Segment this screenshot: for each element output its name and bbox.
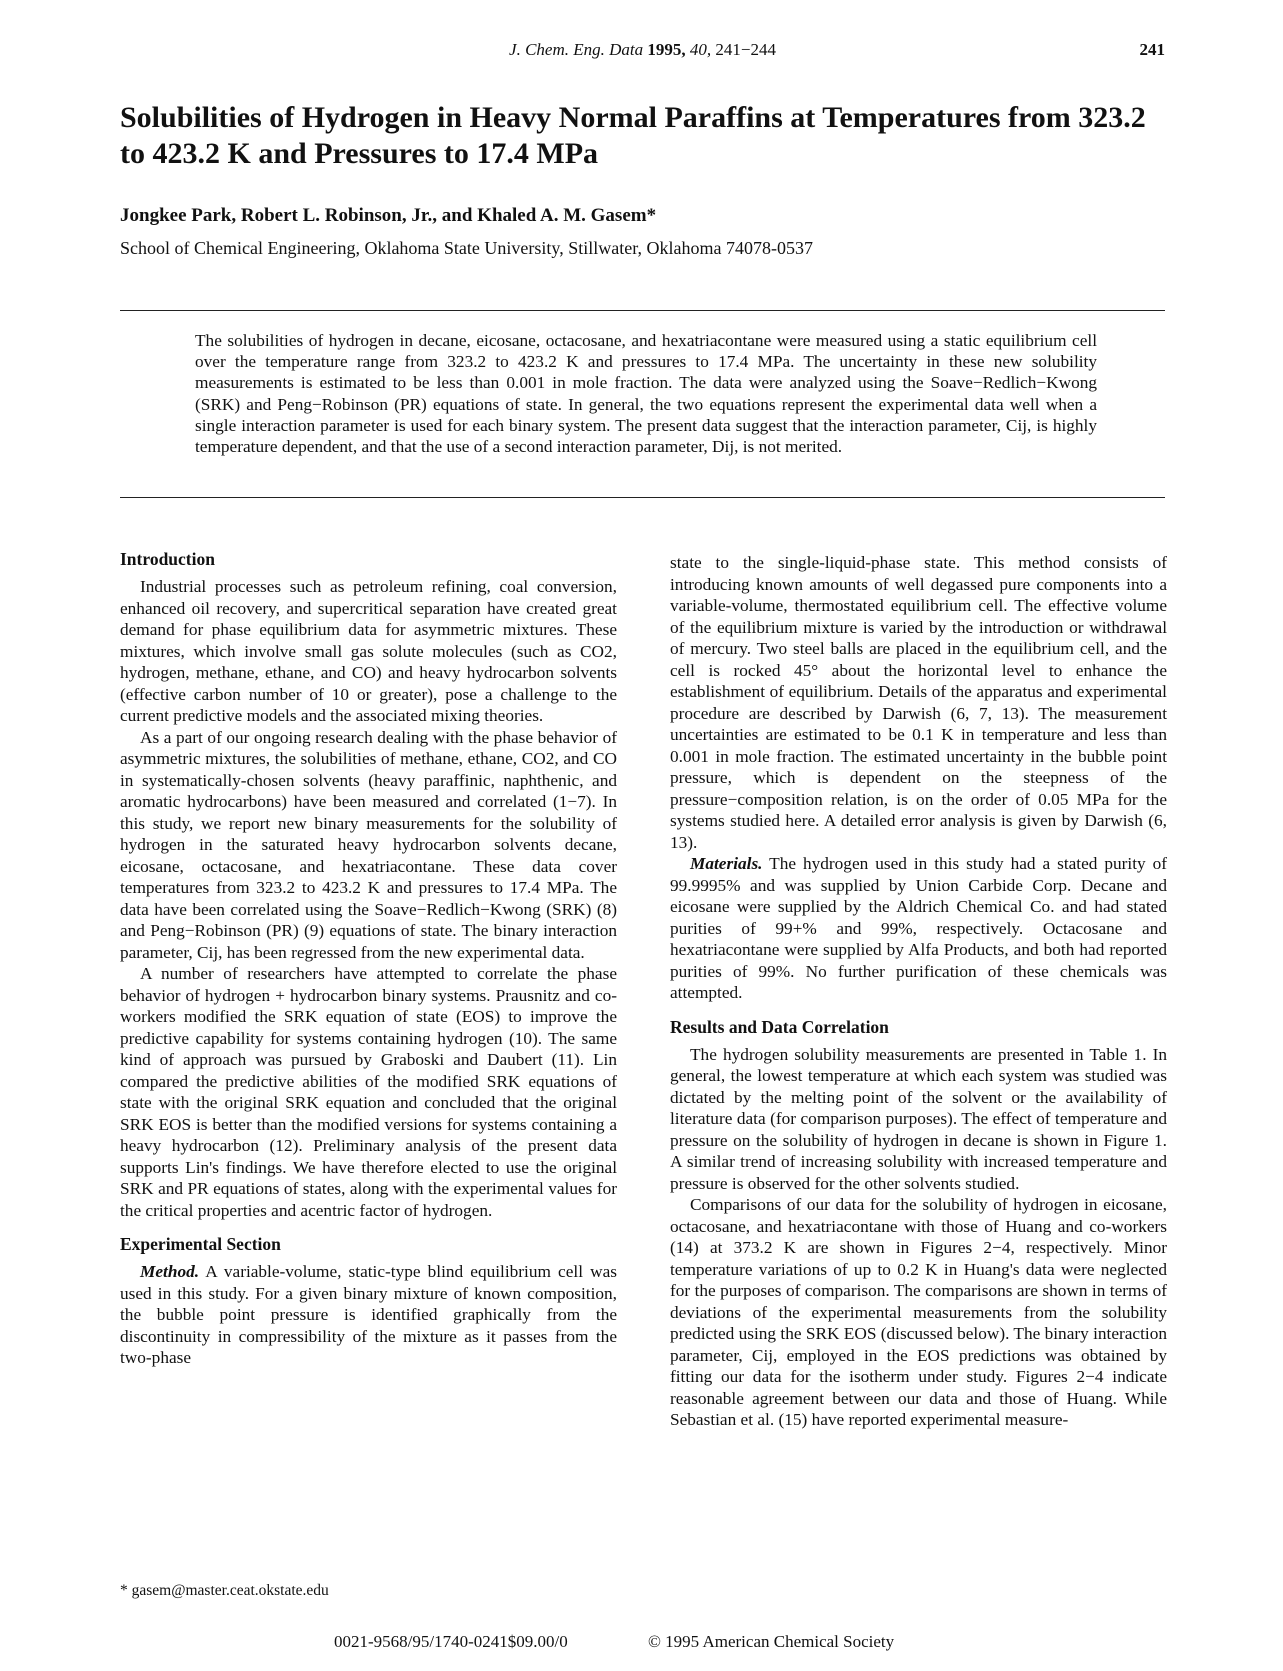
- section-heading-experimental: Experimental Section: [120, 1234, 281, 1254]
- corresponding-author-footnote: * gasem@master.ceat.okstate.edu: [120, 1582, 329, 1599]
- results-paragraph-1: The hydrogen solubility measurements are presented in Table 1. In general, the lowest temperature at which each system was studied was dictated by the melting point of the solvent or the availability of literature data (for comparison purposes). The effect of temperature and pressure on the solubility of hydrogen in decane is shown in Figure 1. A similar trend of increasing solubility with increased temperature and pressure is observed for the other solvents studied.: [670, 1044, 1167, 1193]
- method-paragraph: [120, 1261, 617, 1369]
- method-continued-paragraph: state to the single-liquid-phase state. This method consists of introducing known amounts of well degassed pure components into a variable-volume, thermostated equilibrium cell. The effective volume of the equilibrium mixture is varied by the introduction or withdrawal of mercury. Two steel balls are placed in the equilibrium cell, and the cell is rocked 45° about the horizontal level to enhance the establishment of equilibrium. Details of the apparatus and experimental procedure are described by Darwish (6, 7, 13). The measurement uncertainties are estimated to be 0.1 K in temperature and less than 0.001 in mole fraction. The estimated uncertainty in the bubble point pressure, which is dependent on the steepness of the pressure−composition relation, is on the order of 0.05 MPa for the systems studied here. A detailed error analysis is given by Darwish (6, 13).: [670, 553, 1167, 852]
- section-heading-introduction: Introduction: [120, 549, 215, 569]
- abstract-bottom-rule: [120, 497, 1165, 498]
- materials-text: The hydrogen used in this study had a stated purity of 99.9995% and was supplied by Union Carbide Corp. Decane and eicosane were supplied by the Aldrich Chemical Co. and had stated purities of 99+% and 99%, respectively. Octacosane and hexatriacontane were supplied by Alfa Products, and both had reported purities of 99%. No further purification of these chemicals was attempted.: [670, 854, 1167, 1002]
- journal-citation: [120, 40, 1165, 60]
- left-column: [120, 548, 617, 1369]
- method-text: A variable-volume, static-type blind equilibrium cell was used in this study. For a given binary mixture of known composition, the bubble point pressure is identified graphically from the discontinuity in compressibility of the mixture as it passes from the two-phase: [120, 1262, 617, 1367]
- intro-paragraph-1: Industrial processes such as petroleum refining, coal conversion, enhanced oil recovery, and supercritical separation have created great demand for phase equilibrium data for asymmetric mixtures. These mixtures, which involve small gas solute molecules (such as CO2, hydrogen, methane, ethane, and CO) and heavy hydrocarbon solvents (effective carbon number of 10 or greater), pose a challenge to the current predictive models and the associated mixing theories.: [120, 577, 617, 725]
- journal-volume: 40,: [689, 40, 712, 59]
- paper-title: Solubilities of Hydrogen in Heavy Normal Paraffins at Temperatures from 323.2 to 423.2 K and Pressures to 17.4 MPa: [120, 101, 1146, 170]
- intro-paragraph-2: As a part of our ongoing research dealing with the phase behavior of asymmetric mixtures, the solubilities of methane, ethane, CO2, and CO in systematically-chosen solvents (heavy paraffinic, naphthenic, and aromatic hydrocarbons) have been measured and correlated (1−7). In this study, we report new binary measurements for the solubility of hydrogen in the saturated heavy hydrocarbon solvents decane, eicosane, octacosane, and hexatriacontane. These data cover temperatures from 323.2 to 423.2 K and pressures to 17.4 MPa. The data have been correlated using the Soave−Redlich−Kwong (SRK) (8) and Peng−Robinson (PR) (9) equations of state. The binary interaction parameter, Cij, has been regressed from the new experimental data.: [120, 727, 617, 962]
- journal-year: 1995,: [647, 40, 686, 59]
- abstract-top-rule: [120, 310, 1165, 311]
- right-column: [670, 552, 1167, 1431]
- page-number: 241: [1139, 40, 1165, 59]
- section-heading-results: Results and Data Correlation: [670, 1016, 889, 1037]
- issn-code: 0021-9568/95/1740-0241$09.00/0: [334, 1632, 568, 1651]
- abstract: The solubilities of hydrogen in decane, eicosane, octacosane, and hexatriacontane were measured using a static equilibrium cell over the temperature range from 323.2 to 423.2 K and pressures to 17.4 MPa. The uncertainty in these new solubility measurements is estimated to be less than 0.001 in mole fraction. The data were analyzed using the Soave−Redlich−Kwong (SRK) and Peng−Robinson (PR) equations of state. In general, the two equations represent the experimental data well when a single interaction parameter is used for each binary system. The present data suggest that the interaction parameter, Cij, is highly temperature dependent, and that the use of a second interaction parameter, Dij, is not merited.: [195, 331, 1097, 457]
- results-paragraph-2: Comparisons of our data for the solubility of hydrogen in eicosane, octacosane, and hexatriacontane with those of Huang and co-workers (14) at 373.2 K are shown in Figures 2−4, respectively. Minor temperature variations of up to 0.2 K in Huang's data were neglected for the purposes of comparison. The comparisons are shown in terms of deviations of the experimental measurements from the solubility predicted using the SRK EOS (discussed below). The binary interaction parameter, Cij, employed in the EOS predictions was obtained by fitting our data for the isotherm under study. Figures 2−4 indicate reasonable agreement between our data and those of Huang. While Sebastian et al. (15) have reported experimental measure-: [670, 1195, 1167, 1429]
- journal-name: J. Chem. Eng. Data: [509, 40, 644, 59]
- method-label: Method.: [140, 1262, 200, 1281]
- running-head: [120, 40, 1165, 64]
- materials-label: Materials.: [690, 854, 763, 873]
- materials-paragraph: [670, 853, 1167, 1004]
- journal-pages: 241−244: [715, 40, 776, 59]
- intro-paragraph-3: A number of researchers have attempted to correlate the phase behavior of hydrogen + hydrocarbon binary systems. Prausnitz and co-workers modified the SRK equation of state (EOS) to improve the predictive capability for systems containing hydrogen (10). The same kind of approach was pursued by Graboski and Daubert (11). Lin compared the predictive abilities of the modified SRK equations of state with the original SRK equation and concluded that the original SRK EOS is better than the modified versions for systems containing a heavy hydrocarbon (12). Preliminary analysis of the present data supports Lin's findings. We have therefore elected to use the original SRK and PR equations of states, along with the experimental values for the critical properties and acentric factor of hydrogen.: [120, 964, 617, 1220]
- copyright-notice: © 1995 American Chemical Society: [648, 1632, 895, 1651]
- affiliation: School of Chemical Engineering, Oklahoma State University, Stillwater, Oklahoma 74078-0537: [120, 238, 813, 258]
- author-list: Jongkee Park, Robert L. Robinson, Jr., and Khaled A. M. Gasem*: [120, 205, 657, 226]
